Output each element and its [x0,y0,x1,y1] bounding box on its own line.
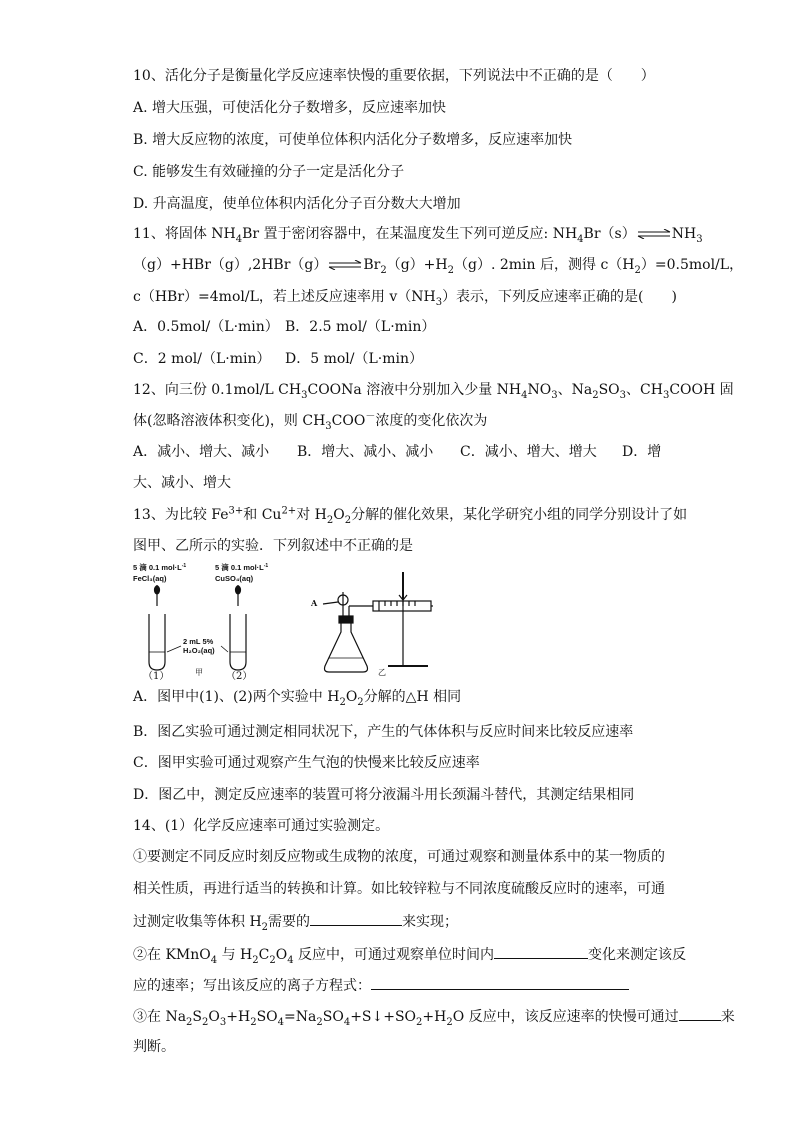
experiment-figure [133,562,433,682]
stopper [339,616,353,623]
fig-label-jia: 甲 [195,668,203,677]
q14-p3-line1: ③在 $Na_2S_2O_3+H_2SO_4=Na_2SO_4+S↓+SO_2+H_2O$ 反应中，该反应速率的快慢可通过 来 [133,1006,735,1026]
q10-option-a: A. 增大压强，可使活化分子数增多，反应速率加快 [133,100,447,116]
q12-option-a: A．减小、增大、减小 [133,444,270,460]
fig-reagent2-label: CuSO₄(aq) [215,574,254,583]
syringe-barrel [373,601,431,611]
q14-p1-line2: 相关性质，再进行适当的转换和计算。如比较锌粒与不同浓度硫酸反应时的速率，可通 [133,881,665,897]
svg-text:5 滴 0.1 mol·L-1 [133,562,186,572]
answer-blank-1[interactable] [310,911,402,926]
reversible-arrow-icon [327,260,363,270]
dropper-bulb-1 [155,586,160,594]
fig-drop2-label: 5 滴 0.1 mol·L [215,563,264,572]
q12-option-d-cont: 大、减小、增大 [133,475,231,491]
q11-option-a: A．0.5mol/（L·min） [133,319,279,335]
q12-stem-line2: 体(忽略溶液体积变化)，则 $CH_3COO^-$浓度的变化依次为 [133,411,488,432]
fig-h2o2-volume-label: 2 mL 5% [183,637,214,646]
q14-p1-line3: 过测定收集等体积 $H_2$需要的 来实现； [133,911,458,931]
q11-stem-line2: （g）+HBr（g）,2HBr（g） $Br_2(g)+H_2(g)$. 2min 后，测得 $c(H_2)=0.5mol/L$， [133,257,744,276]
q11-option-b: B．2.5 mol/（L·min） [285,319,436,335]
flask [325,622,368,672]
q13-option-c: C．图甲实验可通过观察产生气泡的快慢来比较反应速率 [133,755,480,771]
q13-option-a: A．图甲中(1)、(2)两个实验中 $H_2O_2$分解的△H 相同 [133,689,462,708]
fig-label-1: （1） [143,671,170,682]
test-tube-1 [149,614,165,670]
q14-p1-line1: ①要测定不同反应时刻反应物或生成物的浓度，可通过观察和测量体系中的某一物质的 [133,849,665,865]
q12-option-d: D．增 [622,444,662,460]
q11-option-c: C．2 mol/（L·min） [133,351,271,367]
q13-stem-line2: 图甲、乙所示的实验．下列叙述中不正确的是 [133,538,413,554]
q12-stem-line1: 12、向三份 0.1mol/L $CH_3COONa$ 溶液中分别加入少量 $NH_4NO_3$、$Na_2SO_3$、$CH_3COOH$ 固 [133,382,734,401]
q11-stem-line1: 11、将固体 $NH_4Br$ 置于密闭容器中，在某温度发生下列可逆反应: $NH_4Br(s)$ $NH_3$ [133,226,703,245]
answer-blank-2[interactable] [494,944,588,959]
q11-option-d: D．5 mol/（L·min） [285,351,423,367]
svg-text:5 滴 0.1 mol·L-1 [215,562,268,572]
stopcock-pointer [323,602,338,604]
fig-label-yi: 乙 [378,668,386,677]
fig-h2o2-label: H₂O₂(aq) [183,646,215,655]
fig-drop2-unit: -1 [263,563,269,569]
reversible-arrow-icon [636,229,672,239]
answer-blank-3[interactable] [679,1006,721,1021]
q14-p3-line2: 判断。 [133,1039,175,1055]
q10-option-c: C. 能够发生有效碰撞的分子一定是活化分子 [133,164,405,180]
q10-option-d: D. 升高温度，使单位体积内活化分子百分数大大增加 [133,196,461,212]
q11-stem-line3: c（HBr）=4mol/L，若上述反应速率用 $v(NH_3)$表示，下列反应速率正确的是( ) [133,289,677,308]
q13-option-d: D．图乙中，测定反应速率的装置可将分液漏斗用长颈漏斗替代，其测定结果相同 [133,787,635,803]
q14-title: 14、(1）化学反应速率可通过实验测定。 [133,818,390,834]
apparatus-yi [323,572,433,672]
q13-stem-line1: 13、为比较 $Fe^{3+}$和 $Cu^{2+}$对 $H_2O_2$分解的催化效果，某化学研究小组的同学分别设计了如 [133,505,688,526]
q14-p2-line1: ②在 KMnO$_4$ 与 $H_2C_2O_4$ 反应中，可通过观察单位时间内 变化来测定该反 [133,944,686,964]
q10-option-b: B. 增大反应物的浓度，可使单位体积内活化分子数增多，反应速率加快 [133,132,573,148]
fig-drop1-unit: -1 [181,563,187,569]
q14-p2-line2: 应的速率；写出该反应的离子方程式： [133,975,629,995]
answer-blank-ionic-equation[interactable] [371,975,629,990]
fig-drop1-label: 5 滴 0.1 mol·L [133,563,182,572]
test-tube-2 [230,614,246,670]
q12-option-b: B．增大、减小、减小 [297,444,434,460]
q12-option-c: C．减小、增大、增大 [460,444,597,460]
q10-stem: 10、活化分子是衡量化学反应速率快慢的重要依据，下列说法中不正确的是（ ） [133,68,655,84]
q13-option-b: B．图乙实验可通过测定相同状况下，产生的气体体积与反应时间来比较反应速率 [133,724,634,740]
fig-label-a: A [311,598,318,608]
dropper-bulb-2 [236,586,241,594]
fig-reagent1-label: FeCl₃(aq) [133,574,167,583]
fig-label-2: （2） [226,671,253,682]
